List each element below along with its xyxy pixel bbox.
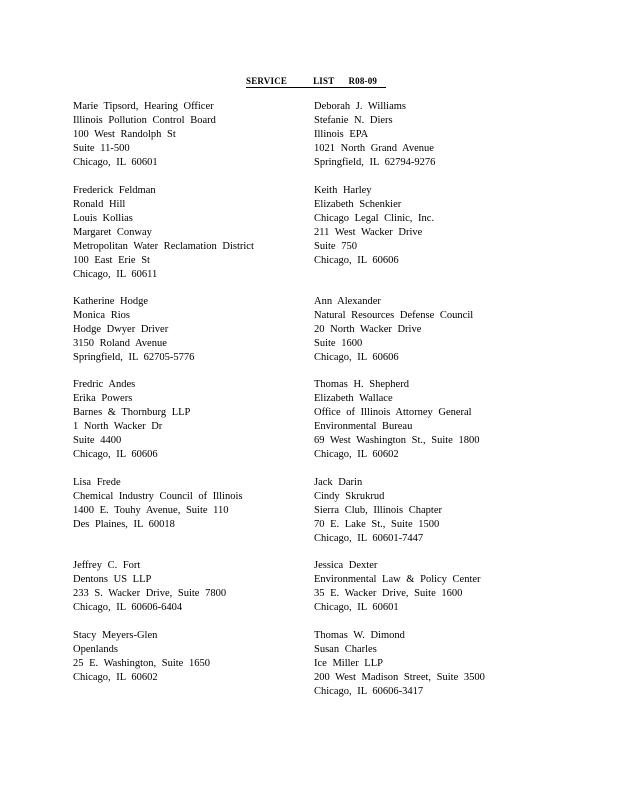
address-line: Jack Darin <box>314 477 363 488</box>
address-line: Suite 4400 <box>73 435 122 446</box>
address-line: Chicago, IL 60606 <box>314 255 399 266</box>
address-line: 35 E. Wacker Drive, Suite 1600 <box>314 588 463 599</box>
service-entry <box>73 559 313 615</box>
address-line: Katherine Hodge <box>73 296 149 307</box>
address-line: Louis Kollias <box>73 213 133 224</box>
address-line: Suite 11-500 <box>73 143 130 154</box>
address-line: Fredric Andes <box>73 379 136 390</box>
address-line: Lisa Frede <box>73 477 121 488</box>
service-entry <box>73 629 313 685</box>
address-line: Hodge Dwyer Driver <box>73 324 169 335</box>
address-line: Chicago, IL 60602 <box>73 672 158 683</box>
address-line: Erika Powers <box>73 393 133 404</box>
service-entry <box>73 476 313 532</box>
service-entry <box>314 476 554 546</box>
address-line: Suite 1600 <box>314 338 363 349</box>
address-line: Margaret Conway <box>73 227 152 238</box>
address-line: Chicago, IL 60606 <box>314 352 399 363</box>
address-line: 233 S. Wacker Drive, Suite 7800 <box>73 588 227 599</box>
address-line: 20 North Wacker Drive <box>314 324 422 335</box>
service-entry <box>314 629 554 699</box>
address-line: Chicago, IL 60601-7447 <box>314 533 424 544</box>
service-entry <box>73 378 313 462</box>
service-entry <box>314 559 554 615</box>
address-line: 25 E. Washington, Suite 1650 <box>73 658 210 669</box>
title-docket-number: R08-09 <box>348 76 378 86</box>
address-line: 100 West Randolph St <box>73 129 176 140</box>
address-line: Monica Rios <box>73 310 130 321</box>
address-line: Frederick Feldman <box>73 185 156 196</box>
address-line: Barnes & Thornburg LLP <box>73 407 191 418</box>
address-line: Thomas W. Dimond <box>314 630 405 641</box>
address-line: Chemical Industry Council of Illinois <box>73 491 243 502</box>
address-line: Ronald Hill <box>73 199 126 210</box>
address-line: 100 East Erie St <box>73 255 150 266</box>
address-line: Stacy Meyers-Glen <box>73 630 158 641</box>
address-line: Chicago, IL 60606-6404 <box>73 602 183 613</box>
address-line: Stefanie N. Diers <box>314 115 393 126</box>
address-line: Deborah J. Williams <box>314 101 406 112</box>
page-title <box>246 76 386 88</box>
address-line: Chicago, IL 60602 <box>314 449 399 460</box>
address-line: Marie Tipsord, Hearing Officer <box>73 101 214 112</box>
address-line: 1021 North Grand Avenue <box>314 143 434 154</box>
address-line: Springfield, IL 62705-5776 <box>73 352 195 363</box>
address-line: 69 West Washington St., Suite 1800 <box>314 435 480 446</box>
service-entry <box>314 100 554 170</box>
address-line: Environmental Bureau <box>314 421 413 432</box>
address-line: Elizabeth Wallace <box>314 393 393 404</box>
title-word-list: LIST <box>313 76 335 86</box>
address-line: Elizabeth Schenkier <box>314 199 402 210</box>
address-line: 200 West Madison Street, Suite 3500 <box>314 672 485 683</box>
address-line: 1400 E. Touhy Avenue, Suite 110 <box>73 505 229 516</box>
service-entry <box>73 184 313 282</box>
address-line: Sierra Club, Illinois Chapter <box>314 505 442 516</box>
service-entry <box>73 100 313 170</box>
address-line: Environmental Law & Policy Center <box>314 574 481 585</box>
address-line: Chicago, IL 60606-3417 <box>314 686 424 697</box>
address-line: Chicago, IL 60601 <box>314 602 399 613</box>
address-line: 70 E. Lake St., Suite 1500 <box>314 519 440 530</box>
address-line: Illinois Pollution Control Board <box>73 115 216 126</box>
service-entry <box>314 184 554 268</box>
service-entry <box>314 378 554 462</box>
address-line: Jessica Dexter <box>314 560 378 571</box>
address-line: Chicago Legal Clinic, Inc. <box>314 213 435 224</box>
address-line: Dentons US LLP <box>73 574 152 585</box>
address-line: Openlands <box>73 644 118 655</box>
address-line: Chicago, IL 60606 <box>73 449 158 460</box>
address-line: Metropolitan Water Reclamation District <box>73 241 254 252</box>
address-line: Office of Illinois Attorney General <box>314 407 472 418</box>
address-line: Suite 750 <box>314 241 357 252</box>
address-line: 3150 Roland Avenue <box>73 338 167 349</box>
address-line: Cindy Skrukrud <box>314 491 385 502</box>
service-entry <box>314 295 554 365</box>
address-line: Illinois EPA <box>314 129 369 140</box>
address-line: Springfield, IL 62794-9276 <box>314 157 436 168</box>
address-line: Ice Miller LLP <box>314 658 383 669</box>
address-line: Ann Alexander <box>314 296 381 307</box>
address-line: 211 West Wacker Drive <box>314 227 423 238</box>
address-line: Keith Harley <box>314 185 372 196</box>
service-entry <box>73 295 313 365</box>
address-line: Susan Charles <box>314 644 377 655</box>
address-line: Thomas H. Shepherd <box>314 379 409 390</box>
title-word-service: SERVICE <box>246 76 288 86</box>
address-line: 1 North Wacker Dr <box>73 421 163 432</box>
address-line: Chicago, IL 60611 <box>73 269 158 280</box>
address-line: Chicago, IL 60601 <box>73 157 158 168</box>
address-line: Des Plaines, IL 60018 <box>73 519 175 530</box>
address-line: Jeffrey C. Fort <box>73 560 141 571</box>
address-line: Natural Resources Defense Council <box>314 310 474 321</box>
